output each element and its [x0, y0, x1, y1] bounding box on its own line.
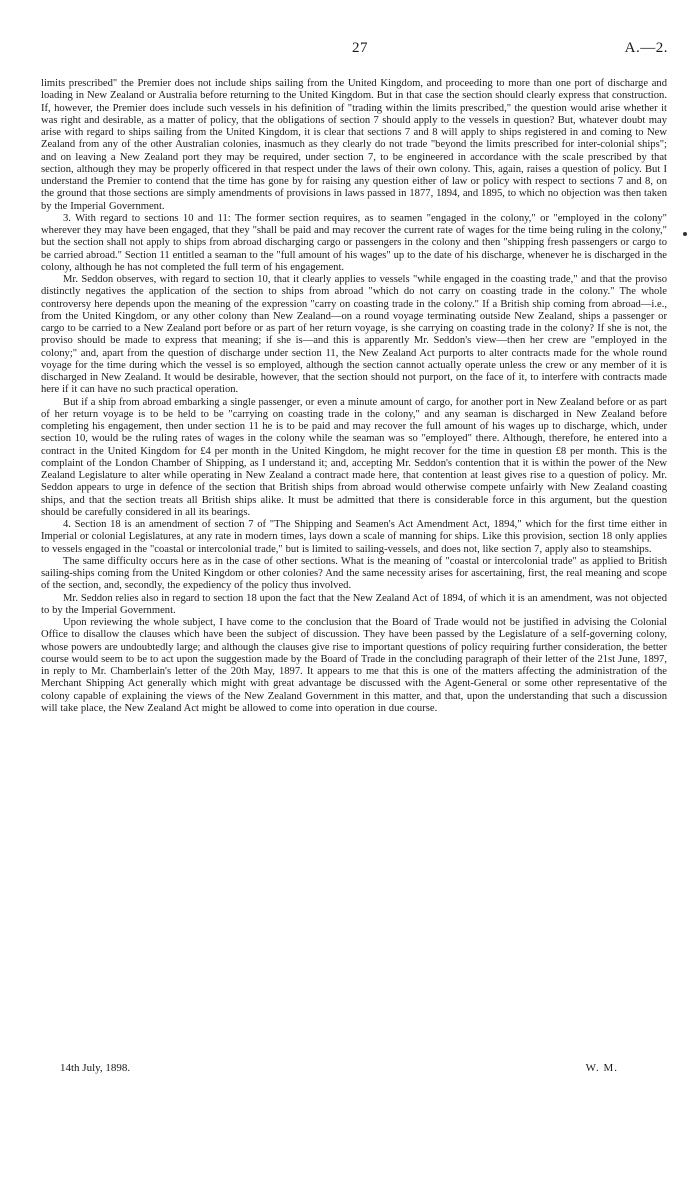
paragraph-seddon-relies: Mr. Seddon relies also in regard to section 18 upon the fact that the New Zealand Act of 1894, of which it is an amendment, was not objected to by the Imperial Government. [41, 592, 667, 616]
body-text [41, 78, 667, 715]
margin-mark [683, 232, 687, 236]
paragraph-section-18: 4. Section 18 is an amendment of section 7 of "The Shipping and Seamen's Act Amendment Act, 1894," which for the first time either in Imperial or colonial Legislatures, at any rate in modern times, lays down a scale of manning for ships. Like this provision, section 18 only applies to vessels engaged in the "coastal or intercolonial trade," but is limited to sailing-vessels, and does not, like section 7, apply also to steamships. [41, 519, 667, 555]
paragraph-same-difficulty: The same difficulty occurs here as in the case of other sections. What is the meaning of "coastal or intercolonial trade" as applied to British sailing-ships coming from the United Kingdom or other colonies? And the same necessity arises for ascertaining, first, the real meaning and scope of the section, and, secondly, the expediency of the policy thus involved. [41, 555, 667, 592]
page-header [0, 40, 700, 62]
paragraph-continuation: limits prescribed" the Premier does not include ships sailing from the United Kingdom, and proceeding to more than one port of discharge and loading in New Zealand or Australia before returning to the United Kingdom. But in that case the section should clearly express that construction. If, however, the Premier does include such vessels in his definition of "trading within the limits prescribed," the question would arise whether it was right and desirable, as a matter of policy, that the obligations of section 7 should apply to the vessels in question? But, whatever doubt may arise with regard to ships sailing from the United Kingdom, it is clear that sections 7 and 8 will apply to ships registered in and coming to New Zealand from any of the other Australian colonies, inasmuch as they clearly do not trade "beyond the limits prescribed for inter-colonial ships"; and on leaving a New Zealand port they may be required, under section 7, to be engineered in accordance with the scale prescribed by that section, although they may be properly officered in that respect under the laws of their own colony. This, again, raises a question of policy. But I understand the Premier to contend that the time has gone by for raising any question either of law or policy with respect to sections 7 and 8, on the ground that those sections are simply amendments of provisions in laws passed in 1877, 1894, and 1895, to which no objection was then taken by the Imperial Government. [41, 78, 667, 212]
signature-line [0, 1062, 700, 1078]
page-number: 27 [352, 40, 368, 56]
document-reference: A.—2. [624, 40, 668, 56]
author-initials: W. M. [585, 1062, 618, 1074]
paragraph-sections-10-11: 3. With regard to sections 10 and 11: The former section requires, as to seamen "engaged in the colony," or "employed in the colony" wherever they may have been engaged, that they "shall be paid and may recover the current rate of wages for the time being ruling in the colony," but the section shall not apply to ships from abroad discharging cargo or passengers in the colony and then "shipping fresh passengers or cargo to be carried abroad." Section 11 entitled a seaman to the "full amount of his wages" up to the date of his discharge, whenever he is discharged in the colony, although he has not completed the full term of his engagement. [41, 212, 667, 273]
letter-date: 14th July, 1898. [60, 1062, 131, 1074]
paragraph-seddon-section-10: Mr. Seddon observes, with regard to section 10, that it clearly applies to vessels "while engaged in the coasting trade," and that the proviso distinctly negatives the application of the section to ships from abroad "which do not carry on coasting trade in the colony." The whole controversy here depends upon the meaning of the expression "carry on coasting trade in the colony." If a British ship coming from abroad—i.e., from the United Kingdom, or any other colony than New Zealand—on a round voyage terminating outside New Zealand, ships a passenger or cargo to be carried to a New Zealand port before or as part of her return voyage, is she carrying on coasting trade in the colony? If she is not, the proviso should be made to express that meaning; if she is—and this is apparently Mr. Seddon's view—then her crew are "employed in the colony;" and, apart from the question of discharge under section 11, the New Zealand Act purports to alter contracts made for the whole round voyage for the time during which the vessel is so employed, although the section cannot actually operate unless the crew or any member of it is discharged in New Zealand. It would be desirable, however, that the section should not purport, on the face of it, to interfere with contracts made here if it can have no such practical operation. [41, 274, 667, 396]
paragraph-conclusion: Upon reviewing the whole subject, I have come to the conclusion that the Board of Trade would not be justified in advising the Colonial Office to disallow the clauses which have been the subject of discussion. They have been passed by the Legislature of a self-governing colony, whose powers are undoubtedly large; and although the clauses give rise to important questions of policy requiring further consideration, the better course would seem to be to act upon the suggestion made by the Board of Trade in the concluding paragraph of their letter of the 21st June, 1897, in reply to Mr. Chamberlain's letter of the 20th May, 1897. It appears to me that this is one of the matters affecting the administration of the Merchant Shipping Act generally which might with great advantage be discussed with the Agent-General or some other representative of the colony capable of explaining the views of the New Zealand Government in this matter, and that, upon the understanding that such a discussion will take place, the New Zealand Act might be allowed to come into operation in due course. [41, 617, 667, 714]
paragraph-single-passenger: But if a ship from abroad embarking a single passenger, or even a minute amount of cargo, for another port in New Zealand before or as part of her return voyage is to be held to be "carrying on coasting trade in the colony," and any seaman is discharged in New Zealand before completing his engagement, then under section 11 he is to be paid and may recover the full amount of his wages up to discharge, which, under section 10, would be the ruling rates of wages in the colony while the seaman was so "employed" there. Although, therefore, he entered into a contract in the United Kingdom for £4 per month in the United Kingdom, he might recover for the time in question £8 per month. This is the complaint of the London Chamber of Shipping, as I understand it; and, accepting Mr. Seddon's contention that it is within the power of the New Zealand Legislature to alter while operating in New Zealand a contract made here, that contention at least gives rise to a question of policy. Mr. Seddon appears to urge in defence of the section that British ships from abroad would otherwise compete unfairly with New Zealand coasting ships, and that the section treats all British ships alike. It must be admitted that there is considerable force in this argument, but the question should be carefully considered in all its bearings. [41, 396, 667, 518]
